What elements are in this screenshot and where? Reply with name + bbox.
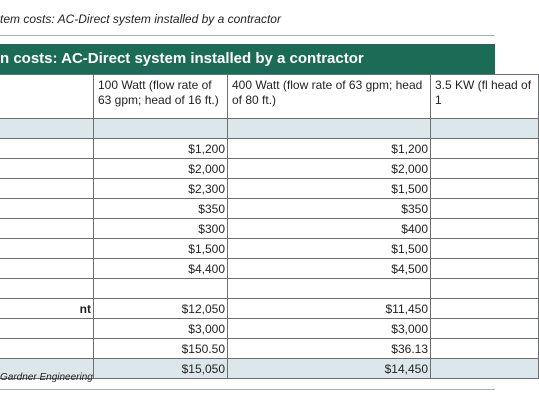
row-label xyxy=(0,179,94,199)
table-cell: $1,500 xyxy=(228,179,431,199)
table-header-row xyxy=(0,75,539,119)
table-row xyxy=(0,179,539,199)
table-cell xyxy=(431,159,539,179)
table-cell xyxy=(431,119,539,139)
table-cell: $2,000 xyxy=(94,159,228,179)
header-cell-100-watt: 100 Watt (flow rate of 63 gpm; head of 16 ft.) xyxy=(94,75,228,119)
table-cell: $3,000 xyxy=(228,319,431,339)
row-label xyxy=(0,199,94,219)
table-cell xyxy=(94,119,228,139)
table-cell: $2,300 xyxy=(94,179,228,199)
cost-table xyxy=(0,74,539,379)
table-cell: $1,200 xyxy=(94,139,228,159)
row-label xyxy=(0,279,94,299)
table-cell: $1,500 xyxy=(228,239,431,259)
table-cell: $350 xyxy=(94,199,228,219)
table-cell: $1,500 xyxy=(94,239,228,259)
table-cell: $36.13 xyxy=(228,339,431,359)
row-label xyxy=(0,159,94,179)
table-cell xyxy=(431,219,539,239)
table-cell xyxy=(228,279,431,299)
table-row xyxy=(0,239,539,259)
table-cell xyxy=(94,279,228,299)
row-label xyxy=(0,139,94,159)
row-label: nt xyxy=(0,299,94,319)
table-row xyxy=(0,119,539,139)
row-label xyxy=(0,119,94,139)
table-cell xyxy=(431,199,539,219)
row-label xyxy=(0,319,94,339)
row-label xyxy=(0,219,94,239)
table-row xyxy=(0,259,539,279)
table-cell xyxy=(431,259,539,279)
table-cell: $400 xyxy=(228,219,431,239)
table-cell: $15,050 xyxy=(94,359,228,379)
table-cell: $4,500 xyxy=(228,259,431,279)
bottom-divider xyxy=(0,389,495,390)
table-title-bar xyxy=(0,44,495,74)
table-row xyxy=(0,199,539,219)
table-cell xyxy=(431,179,539,199)
table-cell xyxy=(431,339,539,359)
row-label xyxy=(0,259,94,279)
row-label xyxy=(0,339,94,359)
header-cell-blank xyxy=(0,75,94,119)
table-cell xyxy=(431,139,539,159)
table-row xyxy=(0,219,539,239)
table-row xyxy=(0,159,539,179)
table-cell xyxy=(228,119,431,139)
table-title: n costs: AC-Direct system installed by a contractor xyxy=(0,50,364,67)
table-cell xyxy=(431,319,539,339)
table-cell: $4,400 xyxy=(94,259,228,279)
table-caption: tem costs: AC-Direct system installed by a contractor xyxy=(0,12,281,26)
table-cell xyxy=(431,299,539,319)
table-cell: $11,450 xyxy=(228,299,431,319)
table-cell: $12,050 xyxy=(94,299,228,319)
table-row xyxy=(0,139,539,159)
header-cell-3-5-kw: 3.5 KW (fl head of 1 xyxy=(431,75,539,119)
table-cell: $2,000 xyxy=(228,159,431,179)
top-divider xyxy=(0,35,495,36)
source-note: Gardner Engineering xyxy=(0,372,93,383)
table-cell: $3,000 xyxy=(94,319,228,339)
table-cell xyxy=(431,239,539,259)
table-row xyxy=(0,299,539,319)
table-row xyxy=(0,339,539,359)
table-cell xyxy=(431,359,539,379)
table-cell xyxy=(431,279,539,299)
table-cell: $350 xyxy=(228,199,431,219)
row-label xyxy=(0,239,94,259)
table-cell: $150.50 xyxy=(94,339,228,359)
header-cell-400-watt: 400 Watt (flow rate of 63 gpm; head of 80 ft.) xyxy=(228,75,431,119)
table-cell: $300 xyxy=(94,219,228,239)
table-row xyxy=(0,319,539,339)
table-cell: $14,450 xyxy=(228,359,431,379)
table-row xyxy=(0,279,539,299)
table-cell: $1,200 xyxy=(228,139,431,159)
